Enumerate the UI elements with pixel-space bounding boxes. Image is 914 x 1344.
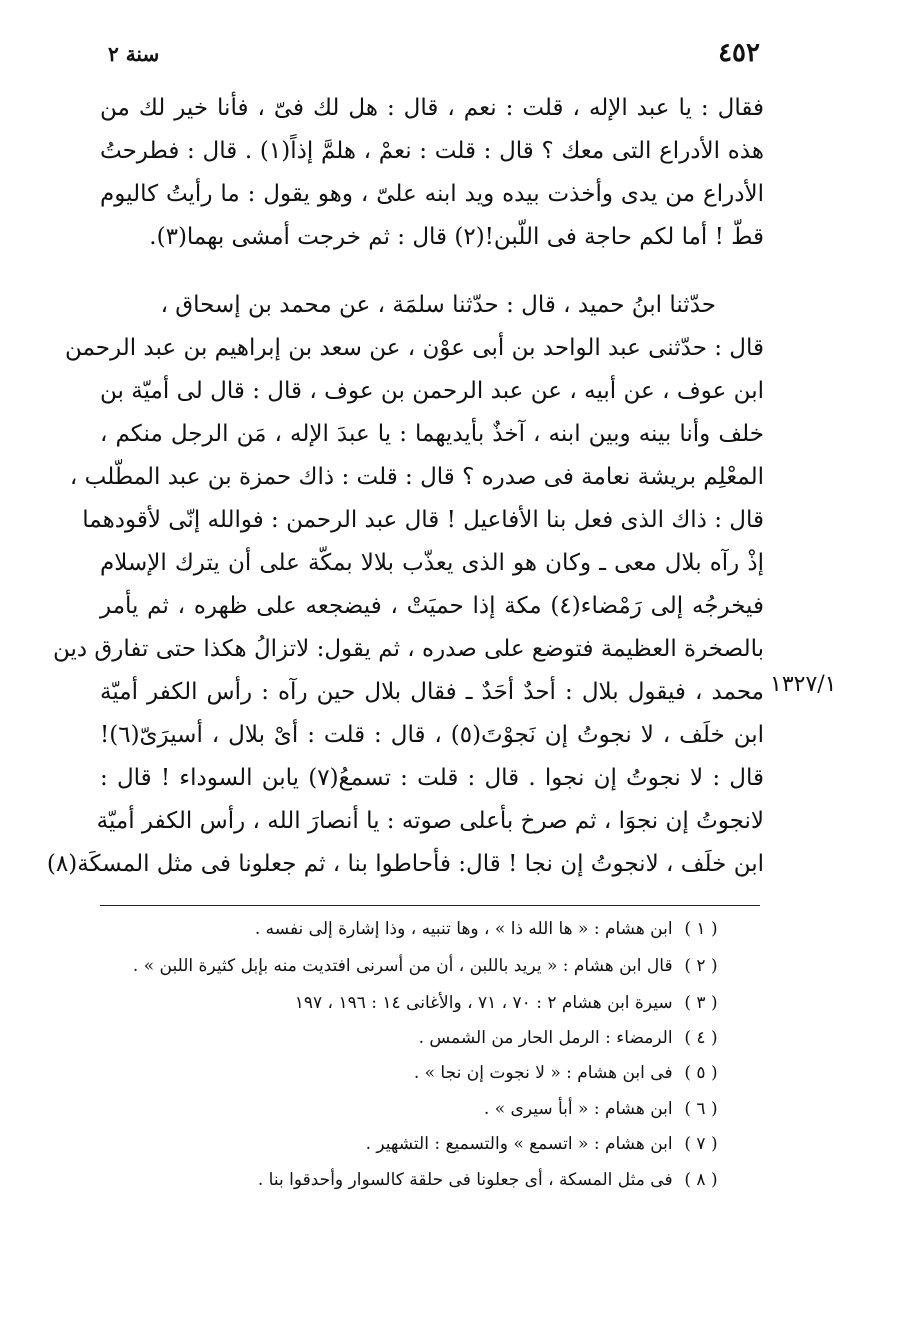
footnote-number: ( ٨ ) (684, 1170, 718, 1190)
text-line: محمد ، فيقول بلال : أحدٌ أحَدٌ ـ فقال بلال حين رآه : رأس الكفر أميّة (100, 679, 764, 705)
text-line: المعْلِم بريشة نعامة فى صدره ؟ قال : قلت : ذاك حمزة بن عبد المطّلب ، (69, 464, 764, 490)
footnote-number: ( ٢ ) (684, 956, 718, 976)
text-line: قطّ ! أما لكم حاجة فى اللّبن!(٢) قال : ثم خرجت أمشى بهما(٣). (149, 224, 764, 250)
footnote-text: ابن هشام : « أبأ سيرى » . (483, 1099, 673, 1119)
footnote-text: فى مثل المسكة ، أى جعلونا فى حلقة كالسوار وأحدقوا بنا . (257, 1170, 673, 1190)
footnote-number: ( ٦ ) (684, 1099, 718, 1119)
footnote (100, 1094, 724, 1124)
footnote-text: فى ابن هشام : « لا نجوت إن نجا » . (413, 1063, 673, 1083)
footnote (100, 1165, 724, 1195)
text-line: قال : حدّثنى عبد الواحد بن أبى عوْن ، عن سعد بن إبراهيم بن عبد الرحمن (64, 335, 764, 361)
footnote-number: ( ٤ ) (684, 1028, 718, 1048)
footnote-number: ( ٧ ) (684, 1134, 718, 1154)
text-line: قال : ذاك الذى فعل بنا الأفاعيل ! قال عبد الرحمن : فوالله إنّى لأقودهما (82, 507, 764, 533)
text-line: فيخرجُه إلى رَمْضاء(٤) مكة إذا حميَتْ ، فيضجعه على ظهره ، ثم يأمر (100, 593, 764, 619)
footnote-number: ( ٥ ) (684, 1063, 718, 1083)
text-line: قال : لا نجوتُ إن نجوا . قال : قلت : تسمعُ(٧) يابن السوداء ! قال : (100, 765, 764, 791)
footnote (100, 1129, 724, 1159)
text-line: ابن عوف ، عن أبيه ، عن عبد الرحمن بن عوف ، قال : قال لى أميّة بن (100, 378, 764, 404)
text-line: ابن خلَف ، لا نجوتُ إن نَجوْتَ(٥) ، قال : قلت : أىْ بلال ، أسيرَىّ(٦)! (100, 722, 764, 748)
footnote-text: سيرة ابن هشام ٢ : ٧٠ ، ٧١ ، والأغانى ١٤ : ١٩٦ ، ١٩٧ (294, 993, 673, 1013)
margin-reference: ١٣٢٧/١ (770, 672, 837, 697)
text-line: هذه الأدراع التى معك ؟ قال : قلت : نعمْ ، هلمَّ إذاً(١) . قال : فطرحتُ (100, 138, 764, 164)
footnote (100, 1058, 724, 1088)
text-line: ابن خلَف ، لانجوتُ إن نجا ! قال: فأحاطوا بنا ، ثم جعلونا فى مثل المسكَة(٨) (46, 851, 764, 877)
page-number: ٤٥٢ (718, 38, 760, 68)
footnote-text: الرمضاء : الرمل الحار من الشمس . (418, 1028, 673, 1048)
footnote (100, 951, 724, 981)
text-line: إذْ رآه بلال معى ـ وكان هو الذى يعذّب بلالا بمكّة على أن يترك الإسلام (100, 550, 764, 576)
footnote-text: ابن هشام : « ها الله ذا » ، وها تنبيه ، وذا إشارة إلى نفسه . (254, 919, 673, 939)
footnote (100, 988, 724, 1018)
footnote (100, 914, 724, 944)
footnote-text: قال ابن هشام : « يريد باللبن ، أن من أسرنى افتديت منه بإبل كثيرة اللبن » . (132, 956, 673, 976)
text-line: الأدراع من يدى وأخذت بيده ويد ابنه علىّ ، وهو يقول : ما رأيتُ كاليوم (100, 181, 764, 207)
footnote-number: ( ٣ ) (684, 993, 718, 1013)
running-head: سنة ٢ (108, 42, 160, 66)
text-line: خلف وأنا بينه وبين ابنه ، آخذٌ بأيديهما : يا عبدَ الإله ، مَن الرجل منكم ، (100, 421, 764, 447)
text-line: فقال : يا عبد الإله ، قلت : نعم ، قال : هل لك فىّ ، فأنا خير لك من (100, 95, 764, 121)
text-line: بالصخرة العظيمة فتوضع على صدره ، ثم يقول: لاتزالُ هكذا حتى تفارق دين (52, 636, 764, 662)
text-line: لانجوتُ إن نجوَا ، ثم صرخ بأعلى صوته : يا أنصارَ الله ، رأس الكفر أميّة (96, 808, 764, 834)
footnote-divider (100, 905, 760, 906)
page-header (100, 38, 760, 74)
footnote (100, 1023, 724, 1053)
text-line: حدّثنا ابنُ حميد ، قال : حدّثنا سلمَة ، عن محمد بن إسحاق ، (160, 292, 716, 318)
footnote-number: ( ١ ) (684, 919, 718, 939)
footnote-text: ابن هشام : « اتسمع » والتسميع : التشهير . (365, 1134, 673, 1154)
